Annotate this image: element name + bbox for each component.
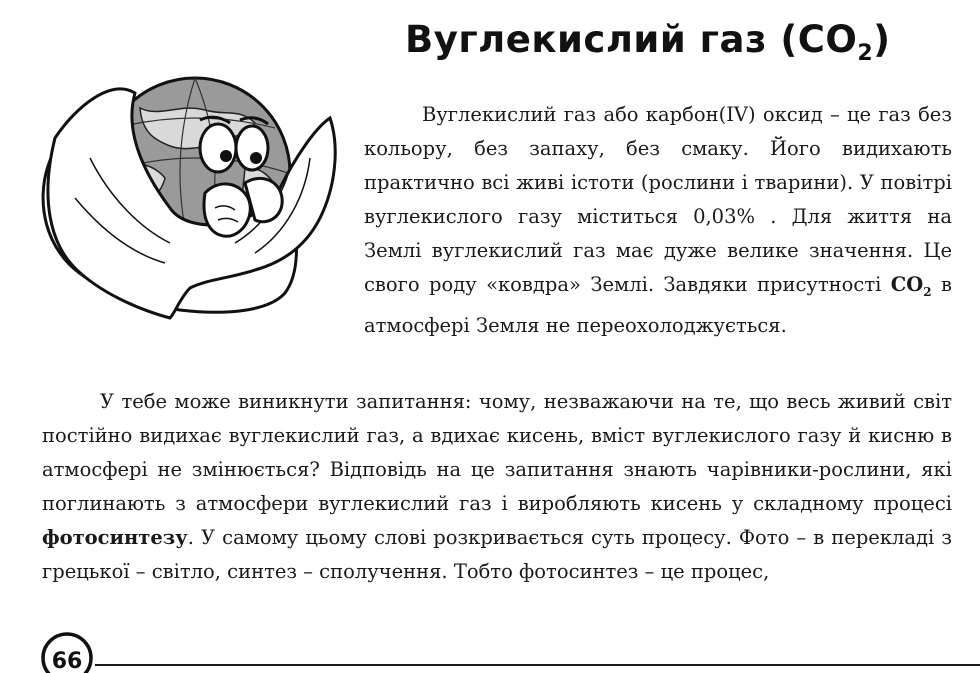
page-number: 66 bbox=[51, 649, 83, 673]
intro-tail: в атмосфері Земля не переохолоджується. bbox=[364, 273, 952, 337]
title-text: Вуглекислий газ (CO bbox=[405, 18, 858, 61]
earth-blanket-illustration bbox=[30, 48, 355, 323]
formula-subscript: 2 bbox=[923, 284, 932, 299]
title-subscript: 2 bbox=[857, 41, 874, 66]
formula-main: CO bbox=[890, 273, 924, 296]
co2-formula bbox=[890, 273, 932, 299]
photosynthesis-term: фотосинтезу bbox=[42, 526, 188, 549]
photosynthesis-tail: . У самому цьому слові розкривається суть процесу. Фото – в перекладі з грецької – світло, синтез – сполучення. Тобто фотосинтез – це процес, bbox=[42, 526, 952, 583]
photosynthesis-paragraph bbox=[42, 385, 952, 589]
page-number-badge bbox=[40, 628, 98, 673]
page-title bbox=[405, 18, 965, 80]
footer-rule bbox=[95, 664, 980, 666]
title-close: ) bbox=[873, 18, 891, 61]
photosynthesis-text: У тебе може виникнути запитання: чому, незважаючи на те, що весь живий світ постійно видихає вуглекислий газ, а вдихає кисень, вміст вуглекислого газу й кисню в атмосфері не змінюється? Відповідь на це запитання знають чарівники-рослини, які поглинають з атмосфери вуглекислий газ і виробляють кисень у складному процесі bbox=[42, 390, 952, 515]
intro-text: Вуглекислий газ або карбон(IV) оксид – це газ без кольору, без запаху, без смаку. Його видихають практично всі живі істоти (рослини і тварини). У повітрі вуглекислого газу міститься 0,03% . Для життя на Землі вуглекислий газ має дуже велике значення. Це свого роду «ковдра» Землі. Завдяки присутності bbox=[364, 103, 952, 296]
intro-paragraph bbox=[364, 98, 952, 343]
